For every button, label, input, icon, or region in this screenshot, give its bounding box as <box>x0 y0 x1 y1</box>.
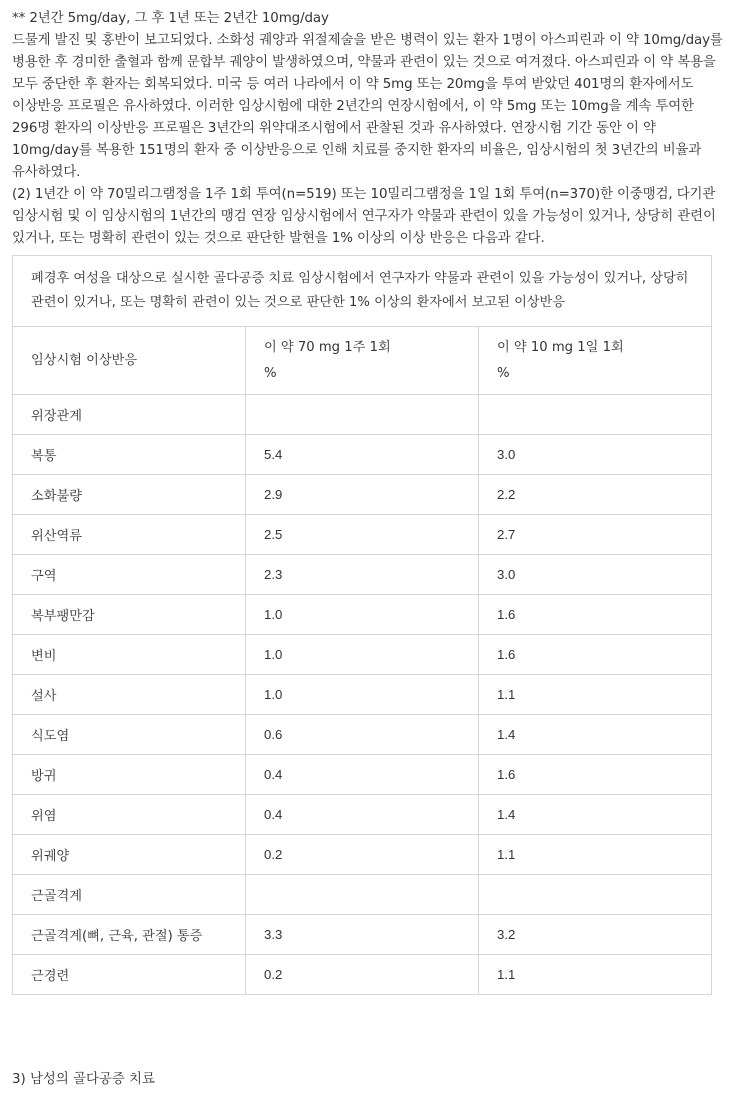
value-10mg-cell: 3.2 <box>479 915 712 955</box>
reaction-name-cell: 구역 <box>13 555 246 595</box>
value-70mg-cell: 0.2 <box>246 835 479 875</box>
table-row <box>13 715 712 755</box>
reaction-name-cell: 근경련 <box>13 955 246 995</box>
value-10mg-cell: 1.4 <box>479 795 712 835</box>
table-row <box>13 795 712 835</box>
adverse-reaction-paragraph: 드물게 발진 및 홍반이 보고되었다. 소화성 궤양과 위절제술을 받은 병력이 있는 환자 1명이 아스피린과 이 약 10mg/day를 병용한 후 경미한 출혈과 함께 문합부 궤양이 발생하였으며, 약물과 관련이 있는 것으로 여겨졌다. 아스피린과 이 약 복용을 모두 중단한 후 환자는 회복되었다. 미국 등 여러 나라에서 이 약 5mg 또는 20mg을 투여 받았던 401명의 환자에서도 이상반응 프로필은 유사하였다. 이러한 임상시험에 대한 2년간의 연장시험에서, 이 약 5mg 또는 10mg을 계속 투여한 296명 환자의 이상반응 프로필은 3년간의 위약대조시험에서 관찰된 것과 유사하였다. 연장시험 기간 동안 이 약 10mg/day를 복용한 151명의 환자 중 이상반응으로 인해 치료를 중지한 환자의 비율은, 임상시험의 첫 3년간의 비율과 유사하였다. <box>12 33 723 180</box>
reaction-name-cell: 위장관계 <box>13 395 246 435</box>
table-row <box>13 555 712 595</box>
study-description-paragraph: (2) 1년간 이 약 70밀리그램정을 1주 1회 투여(n=519) 또는 10밀리그램정을 1일 1회 투여(n=370)한 이중맹검, 다기관 임상시험 및 이 임상시험의 1년간의 맹검 연장 임상시험에서 연구자가 약물과 관련이 있을 가능성이 있거나, 상당히 관련이 있거나, 또는 명확히 관련이 있는 것으로 판단한 발현을 1% 이상의 이상 반응은 다음과 같다. <box>12 187 716 246</box>
value-10mg-cell: 1.1 <box>479 675 712 715</box>
table-row <box>13 395 712 435</box>
value-10mg-cell: 1.6 <box>479 635 712 675</box>
value-70mg-cell: 5.4 <box>246 435 479 475</box>
adverse-reactions-table <box>12 255 712 995</box>
header-label: 이 약 70 mg 1주 1회 <box>264 339 391 355</box>
value-10mg-cell: 1.6 <box>479 595 712 635</box>
value-10mg-cell: 1.6 <box>479 755 712 795</box>
value-10mg-cell: 1.1 <box>479 835 712 875</box>
value-10mg-cell: 2.7 <box>479 515 712 555</box>
value-70mg-cell: 0.4 <box>246 755 479 795</box>
reaction-name-cell: 방귀 <box>13 755 246 795</box>
value-70mg-cell: 2.5 <box>246 515 479 555</box>
reaction-name-cell: 복통 <box>13 435 246 475</box>
header-unit: % <box>497 365 510 381</box>
footnote-paragraph: ** 2년간 5mg/day, 그 후 1년 또는 2년간 10mg/day <box>12 11 329 26</box>
table-row <box>13 515 712 555</box>
table-row <box>13 435 712 475</box>
table-row <box>13 955 712 995</box>
header-cell-10mg <box>479 327 712 395</box>
reaction-name-cell: 소화불량 <box>13 475 246 515</box>
value-10mg-cell: 1.4 <box>479 715 712 755</box>
reaction-name-cell: 설사 <box>13 675 246 715</box>
reaction-name-cell: 복부팽만감 <box>13 595 246 635</box>
value-10mg-cell: 1.1 <box>479 955 712 995</box>
value-70mg-cell: 2.3 <box>246 555 479 595</box>
table-row <box>13 595 712 635</box>
header-cell-70mg <box>246 327 479 395</box>
reaction-name-cell: 근골격계(뼈, 근육, 관절) 통증 <box>13 915 246 955</box>
value-10mg-cell: 3.0 <box>479 435 712 475</box>
header-cell-reaction <box>13 327 246 395</box>
table-row <box>13 915 712 955</box>
table-row <box>13 675 712 715</box>
header-unit: % <box>264 365 277 381</box>
header-label: 임상시험 이상반응 <box>31 352 138 368</box>
table-row <box>13 755 712 795</box>
reaction-name-cell: 근골격계 <box>13 875 246 915</box>
reaction-name-cell: 변비 <box>13 635 246 675</box>
value-10mg-cell <box>479 875 712 915</box>
value-70mg-cell: 1.0 <box>246 635 479 675</box>
value-70mg-cell: 2.9 <box>246 475 479 515</box>
value-70mg-cell: 1.0 <box>246 675 479 715</box>
value-70mg-cell: 0.2 <box>246 955 479 995</box>
header-label: 이 약 10 mg 1일 1회 <box>497 339 624 355</box>
reaction-name-cell: 식도염 <box>13 715 246 755</box>
value-70mg-cell: 3.3 <box>246 915 479 955</box>
section-heading: 3) 남성의 골다공증 치료 <box>12 1072 155 1087</box>
table-caption-row <box>13 256 712 327</box>
value-10mg-cell <box>479 395 712 435</box>
value-70mg-cell <box>246 395 479 435</box>
value-70mg-cell: 0.6 <box>246 715 479 755</box>
value-70mg-cell: 0.4 <box>246 795 479 835</box>
table-row <box>13 875 712 915</box>
value-70mg-cell: 1.0 <box>246 595 479 635</box>
value-10mg-cell: 3.0 <box>479 555 712 595</box>
table-row <box>13 635 712 675</box>
value-70mg-cell <box>246 875 479 915</box>
reaction-name-cell: 위궤양 <box>13 835 246 875</box>
table-row <box>13 835 712 875</box>
table-caption: 폐경후 여성을 대상으로 실시한 골다공증 치료 임상시험에서 연구자가 약물과 관련이 있을 가능성이 있거나, 상당히 관련이 있거나, 또는 명확히 관련이 있는 것으로 판단한 1% 이상의 환자에서 보고된 이상반응 <box>13 256 712 327</box>
value-10mg-cell: 2.2 <box>479 475 712 515</box>
reaction-name-cell: 위산역류 <box>13 515 246 555</box>
table-row <box>13 475 712 515</box>
table-header-row <box>13 327 712 395</box>
reaction-name-cell: 위염 <box>13 795 246 835</box>
